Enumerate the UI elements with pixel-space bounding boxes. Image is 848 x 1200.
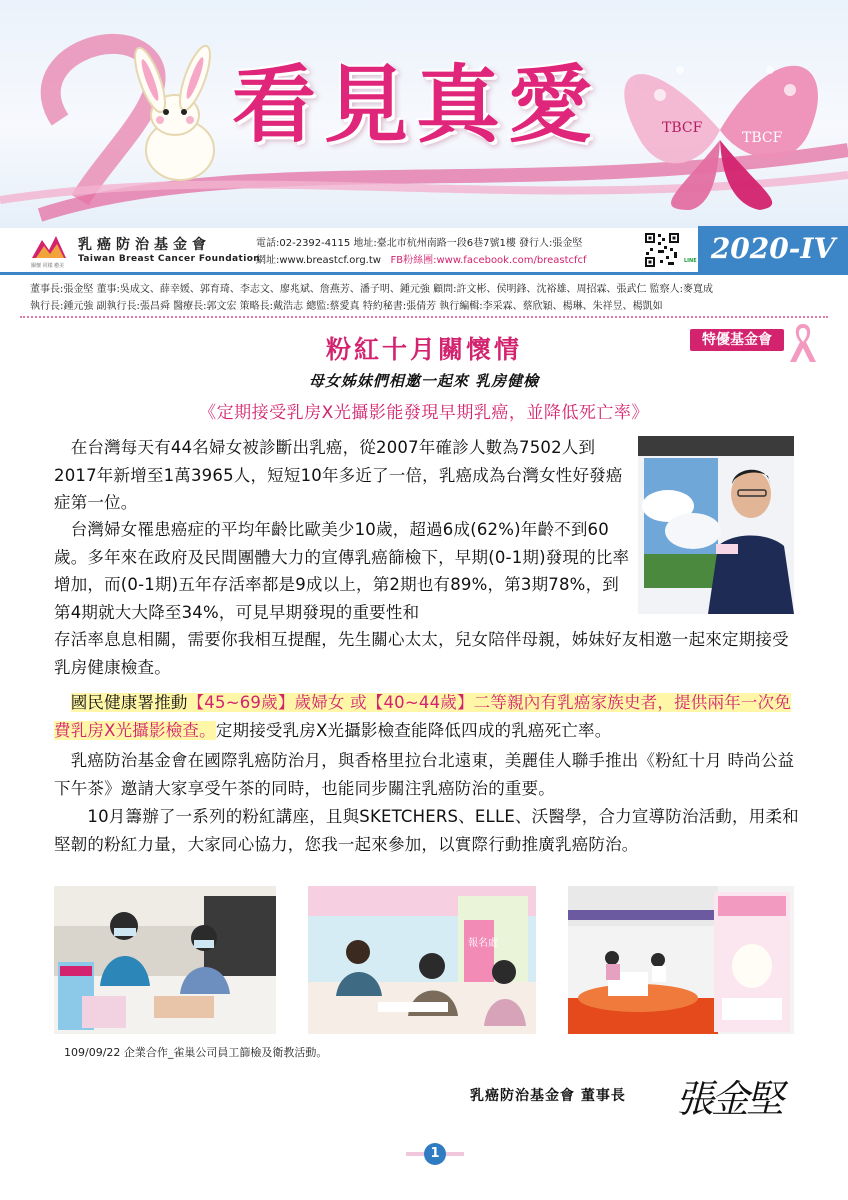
paragraph-2-text: 台灣婦女罹患癌症的平均年齡比歐美少10歲，超過6成(62%)年齡不到60歲。多年來在政府及民間團體大力的宣傳乳癌篩檢下，早期(0-1期)發現的比率增加，而(0-1期)五年存活率都是9成以上，第2期也有89%，第3期78%，到第4期就大大降至34%，可見早期發現的重要性和 [54, 520, 630, 622]
edition-badge [698, 226, 848, 272]
masthead-title: 看見真愛 [232, 55, 601, 154]
edition-label: 2020-IV [710, 232, 836, 265]
event-photo-registration [308, 886, 536, 1034]
article-slogan: 《定期接受乳房X光攝影能發現早期乳癌，並降低死亡率》 [199, 403, 649, 423]
tbcf-mark-right: TBCF [742, 130, 783, 146]
paragraph-2 [54, 516, 632, 626]
event-photo-cafe [568, 886, 794, 1034]
paragraph-2-continued: 存活率息息相關，需要你我相互提醒，先生關心太太，兒女陪伴母親，姊妹好友相邀一起來定期接受乳房健康檢查。 [54, 630, 789, 677]
qr-code-icon[interactable] [644, 232, 680, 268]
article-subtitle: 母女姊妹們相邀一起來 乳房健檢 [308, 372, 540, 390]
line-label: LINE [684, 258, 697, 264]
paragraph-4-text: 乳癌防治基金會在國際乳癌防治月，與香格里拉台北遠東，美麗佳人聯手推出《粉紅十月 時尚公益下午茶》邀請大家享受午茶的同時，也能同步關注乳癌防治的重要。 [54, 751, 795, 798]
photo-caption: 109/09/22 企業合作_雀巢公司員工篩檢及衛教活動。 [64, 1046, 328, 1059]
pink-ribbon-icon [786, 318, 820, 364]
screening-eligibility: 【45~69歲】歲婦女 或【40~44歲】二等親內有乳癌家族史者，提供兩年一次免費乳房X光攝影檢查。 [54, 693, 791, 740]
foundation-name-en: Taiwan Breast Cancer Foundation [78, 254, 261, 264]
dotted-divider [20, 316, 828, 318]
chairman-photo [638, 436, 794, 614]
foundation-tagline: 關懷 同樣 癒美 [31, 263, 65, 269]
contact-line: 電話:02-2392-4115 地址:臺北市杭州南路一段6巷7號1樓 發行人:張金堅 [256, 238, 583, 249]
foundation-logo-icon [30, 232, 68, 262]
paragraph-5 [54, 803, 804, 858]
page-number: 1 [424, 1143, 446, 1165]
paragraph-3-tail: 定期接受乳房X光攝影檢查能降低四成的乳癌死亡率。 [215, 720, 612, 740]
board-members: 董事長:張金堅 董事:吳成文、薛幸媛、郭育琦、李志文、廖兆斌、詹燕芳、潘子明、鍾元強 顧問:許文彬、侯明鋒、沈裕雄、周招霖、張武仁 監察人:麥寬成 [30, 284, 714, 295]
paragraph-4 [54, 747, 804, 802]
web-links [256, 251, 587, 266]
paragraph-1 [54, 434, 632, 517]
staff-members: 執行長:鍾元強 副執行長:張昌舜 醫療長:郭文宏 策略長:戴浩志 總監:蔡愛真 特約秘書:張倩芳 執行編輯:李采霖、蔡欣穎、楊琳、朱祥昱、楊凱如 [30, 301, 663, 312]
registration-sign: 報名處 [468, 938, 498, 949]
award-badge: 特優基金會 [690, 329, 784, 351]
tbcf-mark-left: TBCF [662, 120, 703, 136]
foundation-name-cn: 乳癌防治基金會 [78, 237, 211, 253]
paragraph-3-lead: 國民健康署推動 [70, 693, 188, 712]
signature-label: 乳癌防治基金會 董事長 [470, 1088, 626, 1104]
event-photo-screening [54, 886, 276, 1034]
chairman-signature: 張金堅 [676, 1077, 782, 1121]
website-link[interactable]: 網址:www.breastcf.org.tw [256, 255, 381, 266]
paragraph-3 [54, 689, 804, 744]
article-headline: 粉紅十月關懷情 [325, 335, 522, 364]
paragraph-5-text: 10月籌辦了一系列的粉紅講座，且與SKETCHERS、ELLE、沃醫學，合力宣導防治活動，用柔和堅韌的粉紅力量，大家同心協力，您我一起來參加，以實際行動推廣乳癌防治。 [54, 807, 799, 854]
facebook-link[interactable]: FB粉絲團:www.facebook.com/breastcfcf [390, 255, 587, 266]
paragraph-1-text: 在台灣每天有44名婦女被診斷出乳癌，從2007年確診人數為7502人到2017年新增至1萬3965人，短短10年多近了一倍，乳癌成為台灣女性好發癌症第一位。 [54, 438, 623, 512]
